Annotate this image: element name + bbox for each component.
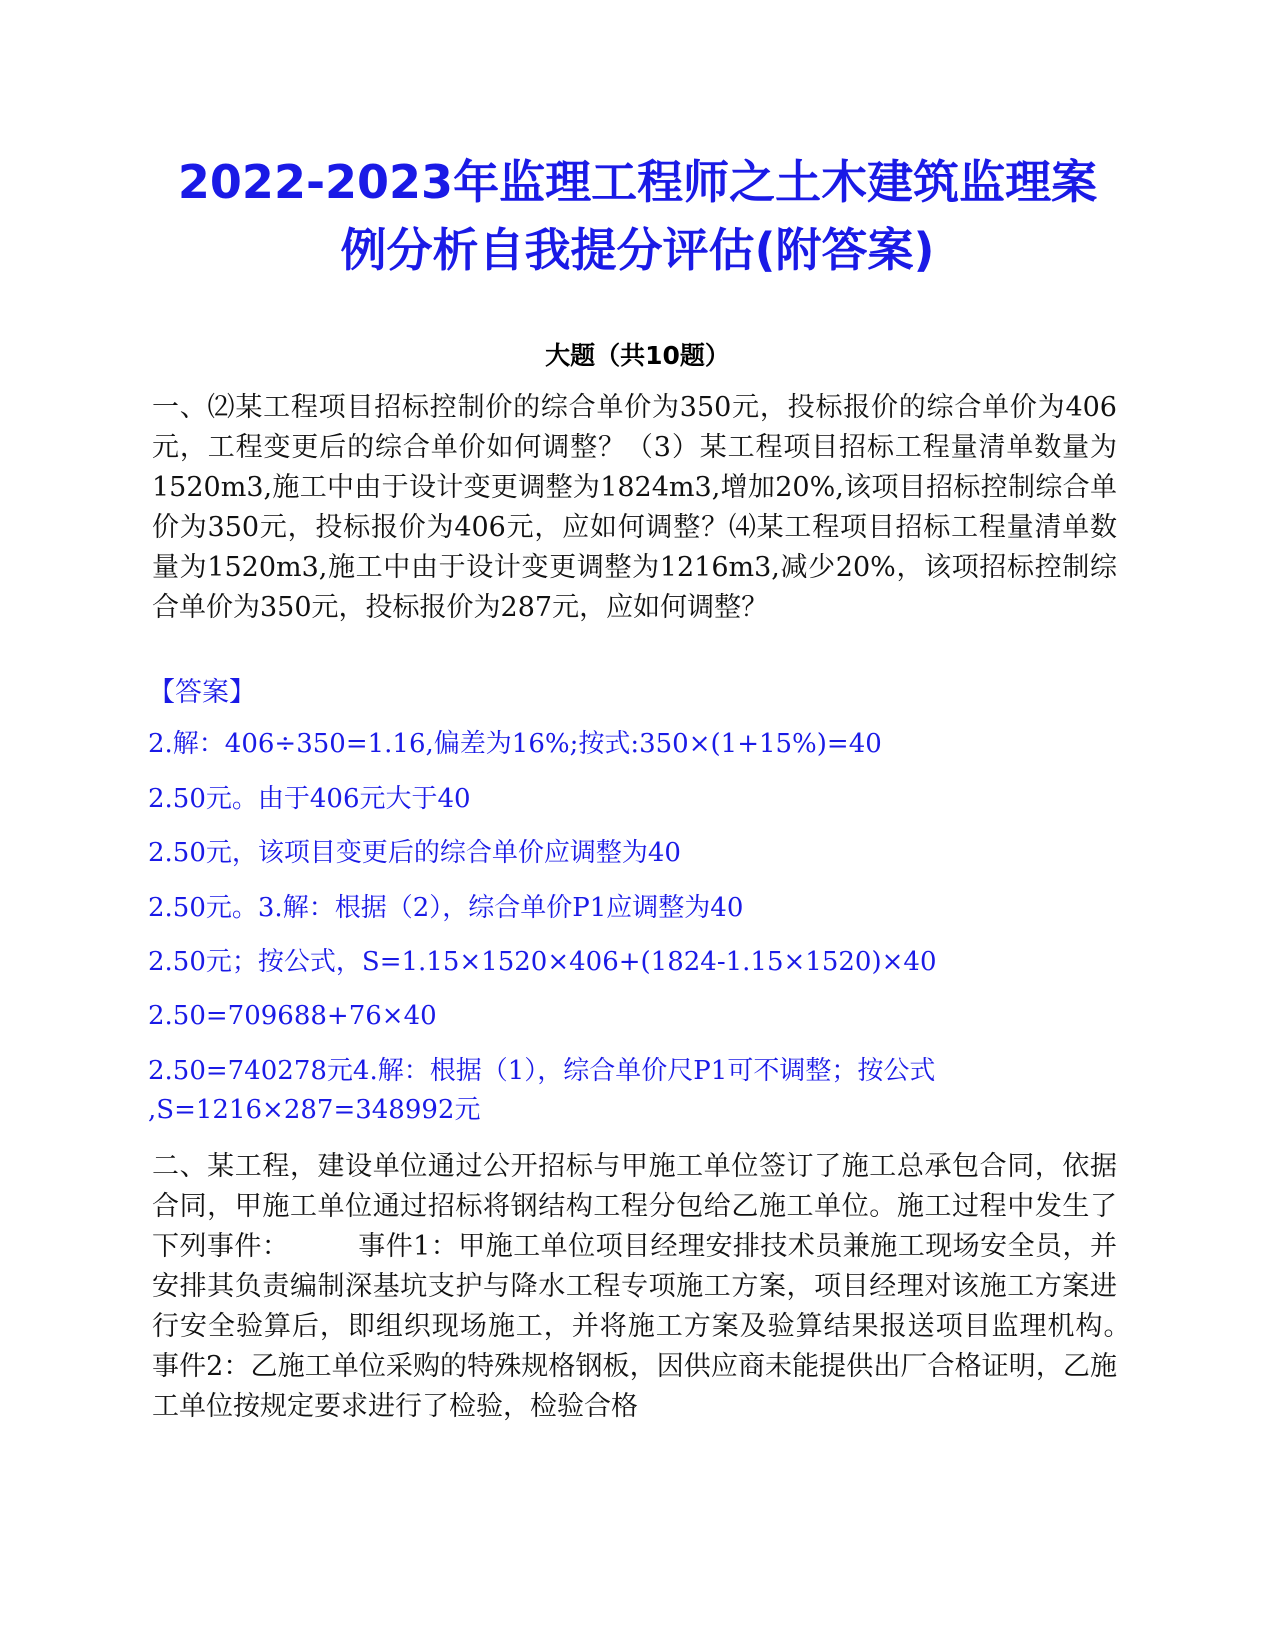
title-line-2: 例分析自我提分评估(附答案) [340,223,935,277]
answer-label: 【答案】 [148,677,256,708]
answer-line: 2.50元。3.解：根据（2），综合单价P1应调整为40 [148,893,744,923]
answer-line: 2.解：406÷350=1.16,偏差为16%;按式:350×(1+15%)=40 [148,729,882,759]
answer-line: 2.50=740278元4.解：根据（1），综合单价尺P1可不调整；按公式 [148,1056,936,1086]
title-line-1: 2022-2023年监理工程师之土木建筑监理案 [177,155,1098,209]
answer-line: 2.50元，该项目变更后的综合单价应调整为40 [148,838,681,868]
answer-line: ,S=1216×287=348992元 [148,1095,481,1125]
answer-line: 2.50元；按公式，S=1.15×1520×406+(1824-1.15×1520)×40 [148,947,937,977]
document-title [140,148,1135,284]
answer-line: 2.50元。由于406元大于40 [148,784,471,814]
question-2: 二、某工程，建设单位通过公开招标与甲施工单位签订了施工总承包合同，依据合同，甲施工单位通过招标将钢结构工程分包给乙施工单位。施工过程中发生了下列事件： 事件1：甲施工单位项目经理安排技术员兼施工现场安全员，并安排其负责编制深基坑支护与降水工程专项施工方案，项目经理对该施工方案进行安全验算后，即组织现场施工，并将施工方案及验算结果报送项目监理机构。 事件2：乙施工单位采购的特殊规格钢板，因供应商未能提供出厂合格证明，乙施工单位按规定要求进行了检验，检验合格 [152,1151,1198,1422]
section-header: 大题（共10题） [545,341,730,370]
question-1: 一、⑵某工程项目招标控制价的综合单价为350元，投标报价的综合单价为406元，工程变更后的综合单价如何调整？（3）某工程项目招标工程量清单数量为1520m3,施工中由于设计变更调整为1824m3,增加20%,该项目招标控制综合单价为350元，投标报价为406元，应如何调整？⑷某工程项目招标工程量清单数量为1520m3,施工中由于设计变更调整为1216m3,减少20%，该项招标控制综合单价为350元，投标报价为287元，应如何调整？ [152,392,1117,623]
answer-line: 2.50=709688+76×40 [148,1001,437,1031]
